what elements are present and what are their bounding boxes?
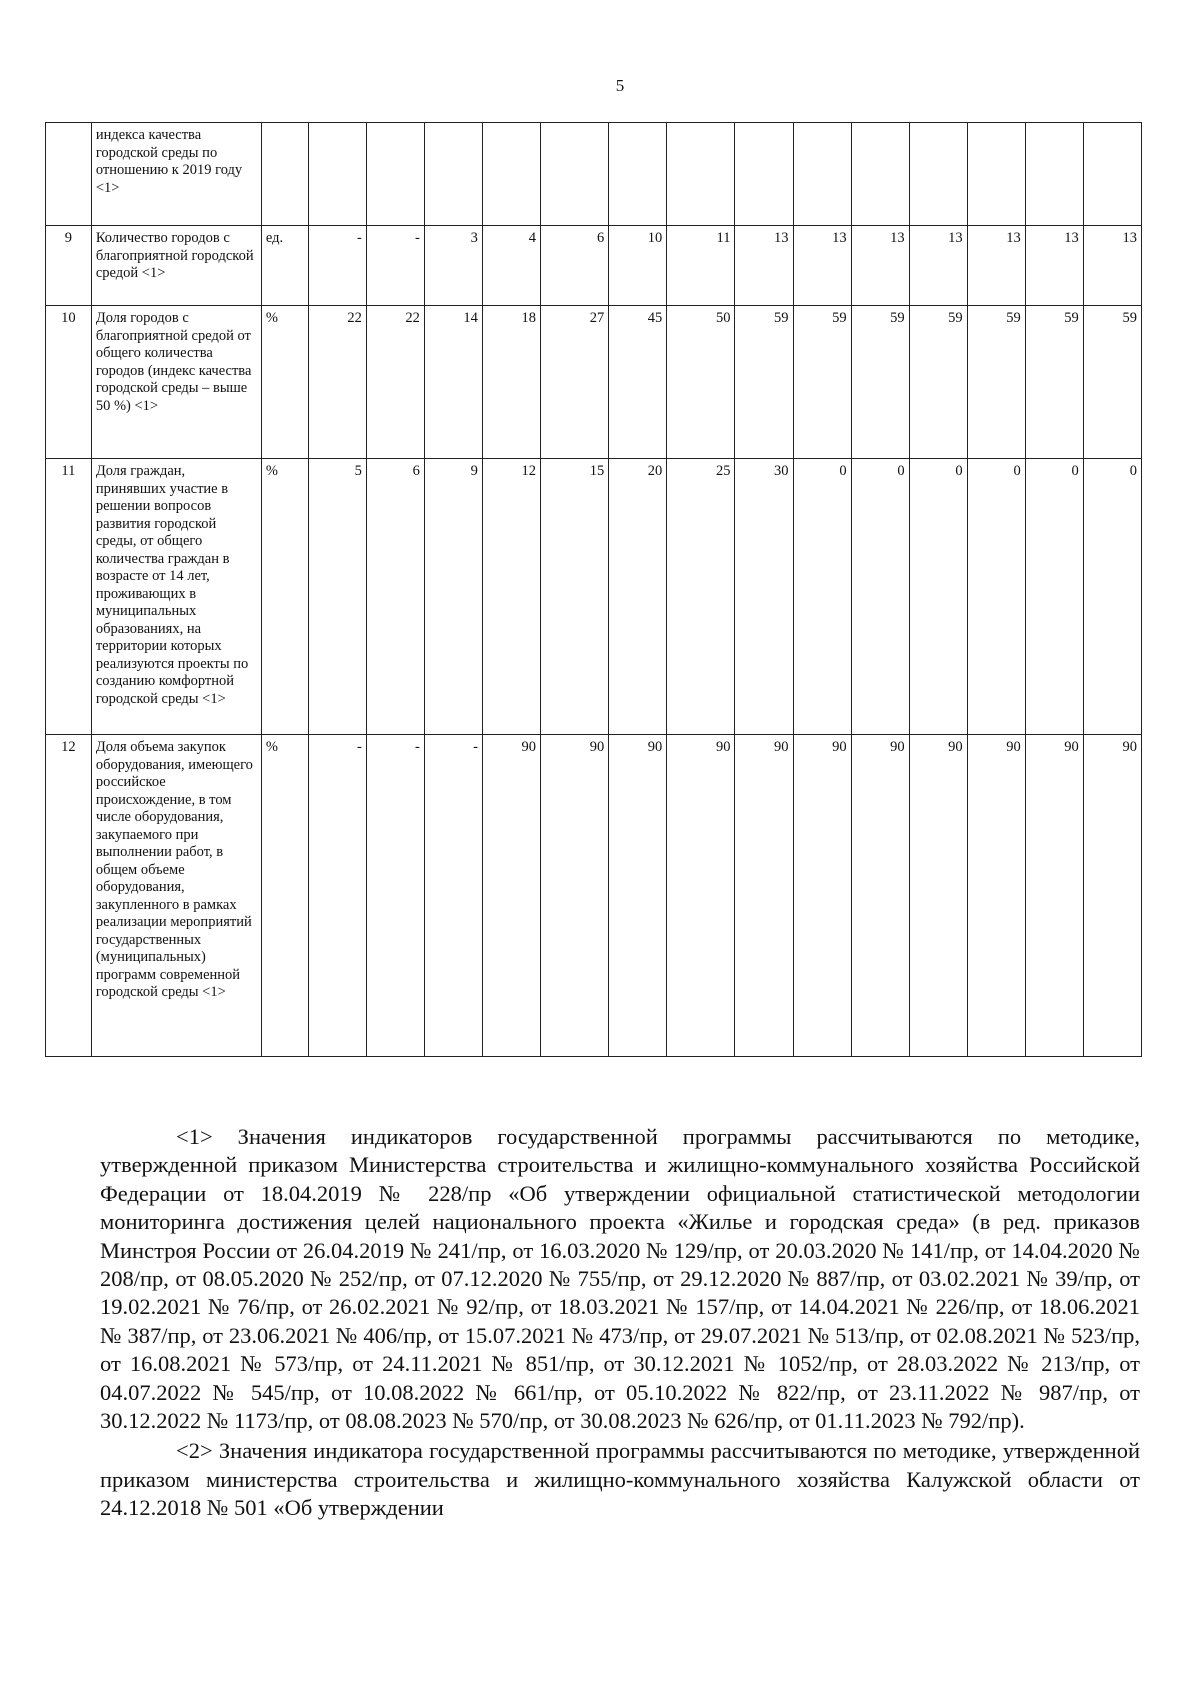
unit-cell: % [261, 459, 308, 735]
value-cell [1025, 123, 1083, 226]
value-cell: 90 [967, 735, 1025, 1057]
value-cell: 0 [1083, 459, 1141, 735]
unit-cell: ед. [261, 226, 308, 306]
value-cell [609, 123, 667, 226]
row-number [46, 123, 92, 226]
value-cell: 59 [1025, 306, 1083, 459]
value-cell: 59 [967, 306, 1025, 459]
value-cell [667, 123, 735, 226]
table-row [46, 123, 1142, 226]
value-cell: 90 [793, 735, 851, 1057]
value-cell [967, 123, 1025, 226]
indicator-name: Количество городов с благоприятной городской средой <1> [91, 226, 261, 306]
value-cell: 90 [609, 735, 667, 1057]
value-cell: 22 [366, 306, 424, 459]
value-cell: 11 [667, 226, 735, 306]
value-cell: 22 [308, 306, 366, 459]
value-cell: 0 [967, 459, 1025, 735]
value-cell: 90 [909, 735, 967, 1057]
value-cell: 50 [667, 306, 735, 459]
value-cell: 13 [793, 226, 851, 306]
indicator-name: Доля граждан, принявших участие в решении вопросов развития городской среды, от общего количества граждан в возрасте от 14 лет, проживающих в муниципальных образованиях, на территории которых реализуются проекты по созданию комфортной городской среды <1> [91, 459, 261, 735]
value-cell: 15 [540, 459, 608, 735]
footnote-2: <2> Значения индикатора государственной программы рассчитываются по методике, утвержденной приказом министерства строительства и жилищно-коммунального хозяйства Калужской области от 24.12.2018 № 501 «Об утверждении [100, 1438, 1140, 1521]
value-cell: 90 [667, 735, 735, 1057]
value-cell: 18 [482, 306, 540, 459]
value-cell: - [308, 226, 366, 306]
value-cell [909, 123, 967, 226]
value-cell: - [424, 735, 482, 1057]
value-cell: 59 [909, 306, 967, 459]
row-number: 10 [46, 306, 92, 459]
row-number: 9 [46, 226, 92, 306]
table-row [46, 735, 1142, 1057]
value-cell: 13 [735, 226, 793, 306]
value-cell: 90 [735, 735, 793, 1057]
unit-cell: % [261, 306, 308, 459]
value-cell: 30 [735, 459, 793, 735]
value-cell: 5 [308, 459, 366, 735]
row-number: 12 [46, 735, 92, 1057]
footnote-1: <1> Значения индикаторов государственной программы рассчитываются по методике, утвержденной приказом Министерства строительства и жилищно-коммунального хозяйства Российской Федерации от 18.04.2019 № 228/пр «Об утверждении официальной статистической методологии мониторинга достижения целей национального проекта «Жилье и городская среда» (в ред. приказов Минстроя России от 26.04.2019 № 241/пр, от 16.03.2020 № 129/пр, от 20.03.2020 № 141/пр, от 14.04.2020 № 208/пр, от 08.05.2020 № 252/пр, от 07.12.2020 № 755/пр, от 29.12.2020 № 887/пр, от 03.02.2021 № 39/пр, от 19.02.2021 № 76/пр, от 26.02.2021 № 92/пр, от 18.03.2021 № 157/пр, от 14.04.2021 № 226/пр, от 18.06.2021 № 387/пр, от 23.06.2021 № 406/пр, от 15.07.2021 № 473/пр, от 29.07.2021 № 513/пр, от 02.08.2021 № 523/пр, от 16.08.2021 № 573/пр, от 24.11.2021 № 851/пр, от 30.12.2021 № 1052/пр, от 28.03.2022 № 213/пр, от 04.07.2022 № 545/пр, от 10.08.2022 № 661/пр, от 05.10.2022 № 822/пр, от 23.11.2022 № 987/пр, от 30.12.2022 № 1173/пр, от 08.08.2023 № 570/пр, от 30.08.2023 № 626/пр, от 01.11.2023 № 792/пр). [100, 1124, 1140, 1434]
value-cell: 20 [609, 459, 667, 735]
value-cell: 3 [424, 226, 482, 306]
value-cell [424, 123, 482, 226]
value-cell: 90 [540, 735, 608, 1057]
indicators-table [45, 122, 1142, 1057]
value-cell: 90 [851, 735, 909, 1057]
value-cell: 6 [540, 226, 608, 306]
value-cell [793, 123, 851, 226]
table-body [46, 123, 1142, 1057]
unit-cell: % [261, 735, 308, 1057]
value-cell: 6 [366, 459, 424, 735]
value-cell: 59 [793, 306, 851, 459]
value-cell: 59 [851, 306, 909, 459]
value-cell [1083, 123, 1141, 226]
value-cell: 45 [609, 306, 667, 459]
value-cell: 14 [424, 306, 482, 459]
value-cell [735, 123, 793, 226]
value-cell: 13 [1025, 226, 1083, 306]
value-cell: 90 [1025, 735, 1083, 1057]
value-cell [308, 123, 366, 226]
indicator-name: индекса качества городской среды по отношению к 2019 году <1> [91, 123, 261, 226]
table-row [46, 306, 1142, 459]
value-cell: 59 [735, 306, 793, 459]
value-cell: 4 [482, 226, 540, 306]
value-cell: 13 [1083, 226, 1141, 306]
value-cell: 13 [909, 226, 967, 306]
value-cell: 0 [909, 459, 967, 735]
indicator-name: Доля городов с благоприятной средой от общего количества городов (индекс качества городской среды – выше 50 %) <1> [91, 306, 261, 459]
value-cell: 10 [609, 226, 667, 306]
value-cell: 59 [1083, 306, 1141, 459]
value-cell: 0 [1025, 459, 1083, 735]
value-cell: 27 [540, 306, 608, 459]
footnotes [100, 1123, 1140, 1523]
value-cell: 12 [482, 459, 540, 735]
value-cell: - [308, 735, 366, 1057]
value-cell: 13 [851, 226, 909, 306]
value-cell [482, 123, 540, 226]
value-cell [851, 123, 909, 226]
value-cell: 90 [1083, 735, 1141, 1057]
value-cell [540, 123, 608, 226]
row-number: 11 [46, 459, 92, 735]
page-number: 5 [615, 76, 625, 95]
value-cell: 0 [851, 459, 909, 735]
value-cell: - [366, 735, 424, 1057]
indicator-name: Доля объема закупок оборудования, имеющего российское происхождение, в том числе оборудования, закупаемого при выполнении работ, в общем объеме оборудования, закупленного в рамках реализации мероприятий государственных (муниципальных) программ современной городской среды <1> [91, 735, 261, 1057]
value-cell: 0 [793, 459, 851, 735]
value-cell [366, 123, 424, 226]
value-cell: 13 [967, 226, 1025, 306]
unit-cell [261, 123, 308, 226]
value-cell: 25 [667, 459, 735, 735]
table-row [46, 459, 1142, 735]
value-cell: 9 [424, 459, 482, 735]
table-row [46, 226, 1142, 306]
value-cell: - [366, 226, 424, 306]
value-cell: 90 [482, 735, 540, 1057]
